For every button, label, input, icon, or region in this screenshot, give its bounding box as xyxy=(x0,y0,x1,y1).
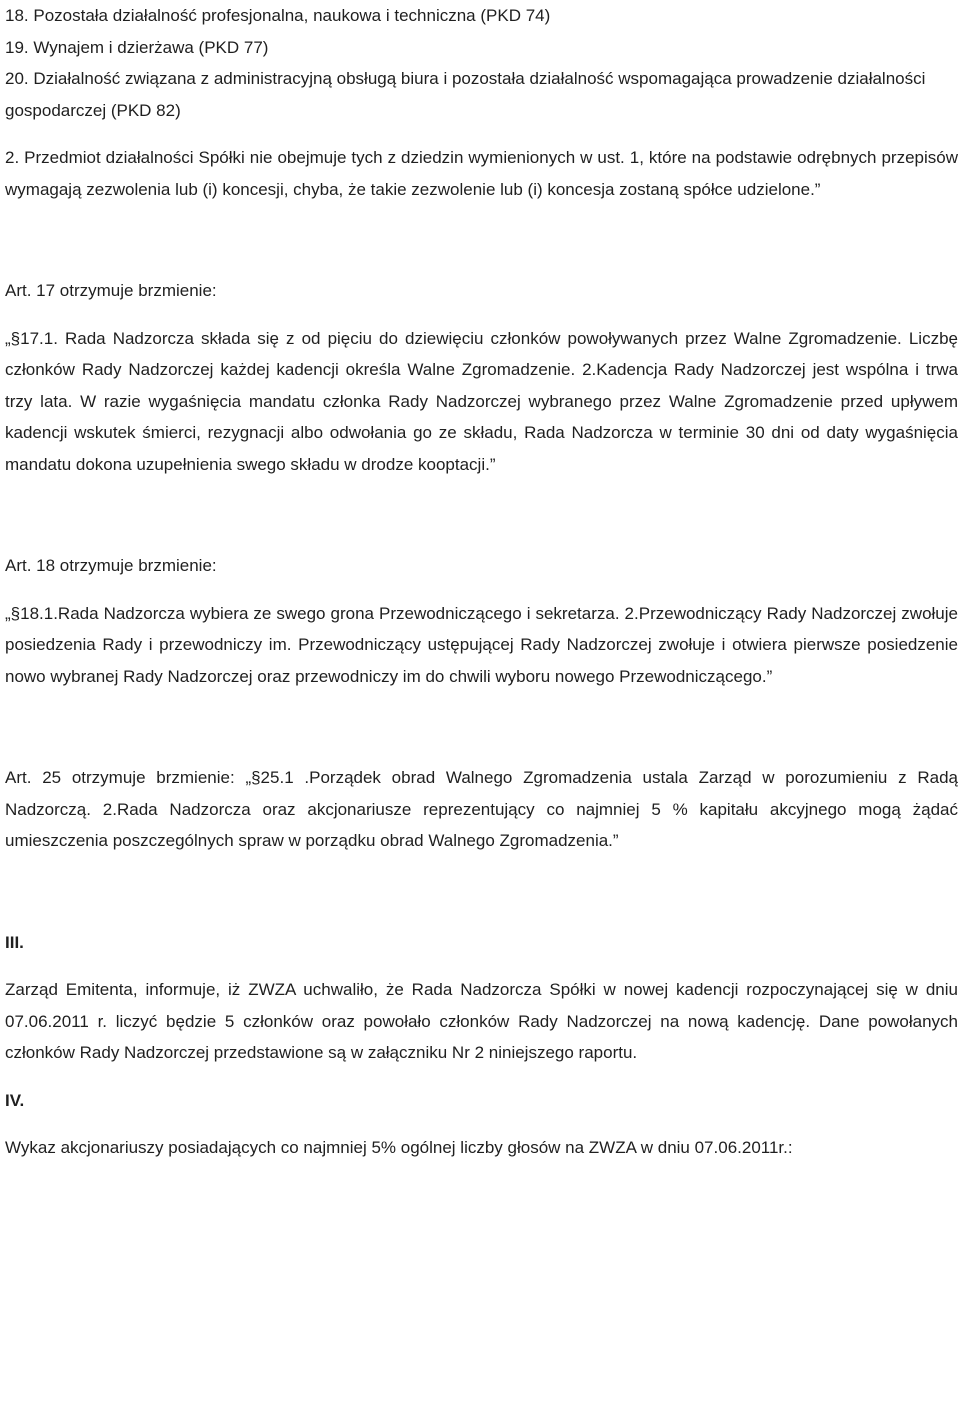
list-item-pkd-82: 20. Działalność związana z administracyjną obsługą biura i pozostała działalność wspomagająca prowadzenie działalności gospodarczej (PKD 82) xyxy=(5,69,926,120)
list-item-pkd-74: 18. Pozostała działalność profesjonalna, naukowa i techniczna (PKD 74) xyxy=(5,6,551,25)
section-3-heading: III. xyxy=(5,932,24,952)
art-25-paragraph: Art. 25 otrzymuje brzmienie: „§25.1 .Porządek obrad Walnego Zgromadzenia ustala Zarząd w porozumieniu z Radą Nadzorczą. 2.Rada Nadzorcza oraz akcjonariusze reprezentujący co najmniej 5 % kapitału akcyjnego mogą żądać umieszczenia poszczególnych spraw w porządku obrad Walnego Zgromadzenia.” xyxy=(5,768,958,850)
art-17-body: „§17.1. Rada Nadzorcza składa się z od pięciu do dziewięciu członków powoływanych przez Walne Zgromadzenie. Liczbę członków Rady Nadzorczej każdej kadencji określa Walne Zgromadzenie. 2.Kadencja Rady Nadzorczej jest wspólna i trwa trzy lata. W razie wygaśnięcia mandatu członka Rady Nadzorczej wybranego przez Walne Zgromadzenie przed upływem kadencji wskutek śmierci, rezygnacji albo odwołania go ze składu, Rada Nadzorcza w terminie 30 dni od daty wygaśnięcia mandatu dokona uzupełnienia swego składu w drodze kooptacji.” xyxy=(5,328,958,474)
scope-paragraph: 2. Przedmiot działalności Spółki nie obejmuje tych z dziedzin wymienionych w ust. 1, które na podstawie odrębnych przepisów wymagają zezwolenia lub (i) koncesji, chyba, że takie zezwolenie lub (i) koncesja zostaną spółce udzielone.” xyxy=(5,148,958,199)
art-17-heading: Art. 17 otrzymuje brzmienie: xyxy=(5,281,217,300)
section-4-body: Wykaz akcjonariuszy posiadających co najmniej 5% ogólnej liczby głosów na ZWZA w dniu 07.06.2011r.: xyxy=(5,1138,793,1157)
art-18-heading: Art. 18 otrzymuje brzmienie: xyxy=(5,556,217,575)
art-18-body: „§18.1.Rada Nadzorcza wybiera ze swego grona Przewodniczącego i sekretarza. 2.Przewodniczący Rady Nadzorczej zwołuje posiedzenia Rady i przewodniczy im. Przewodniczący ustępującej Rady Nadzorczej zwołuje i otwiera pierwsze posiedzenie nowo wybranej Rady Nadzorczej oraz przewodniczy im do chwili wyboru nowego Przewodniczącego.” xyxy=(5,603,958,686)
section-4-heading: IV. xyxy=(5,1090,25,1110)
section-3-body: Zarząd Emitenta, informuje, iż ZWZA uchwaliło, że Rada Nadzorcza Spółki w nowej kadencji rozpoczynającej się w dniu 07.06.2011 r. liczyć będzie 5 członków oraz powołało członków Rady Nadzorczej na nową kadencję. Dane powołanych członków Rady Nadzorczej przedstawione są w załączniku Nr 2 niniejszego raportu. xyxy=(5,980,958,1062)
list-item-pkd-77: 19. Wynajem i dzierżawa (PKD 77) xyxy=(5,37,269,57)
